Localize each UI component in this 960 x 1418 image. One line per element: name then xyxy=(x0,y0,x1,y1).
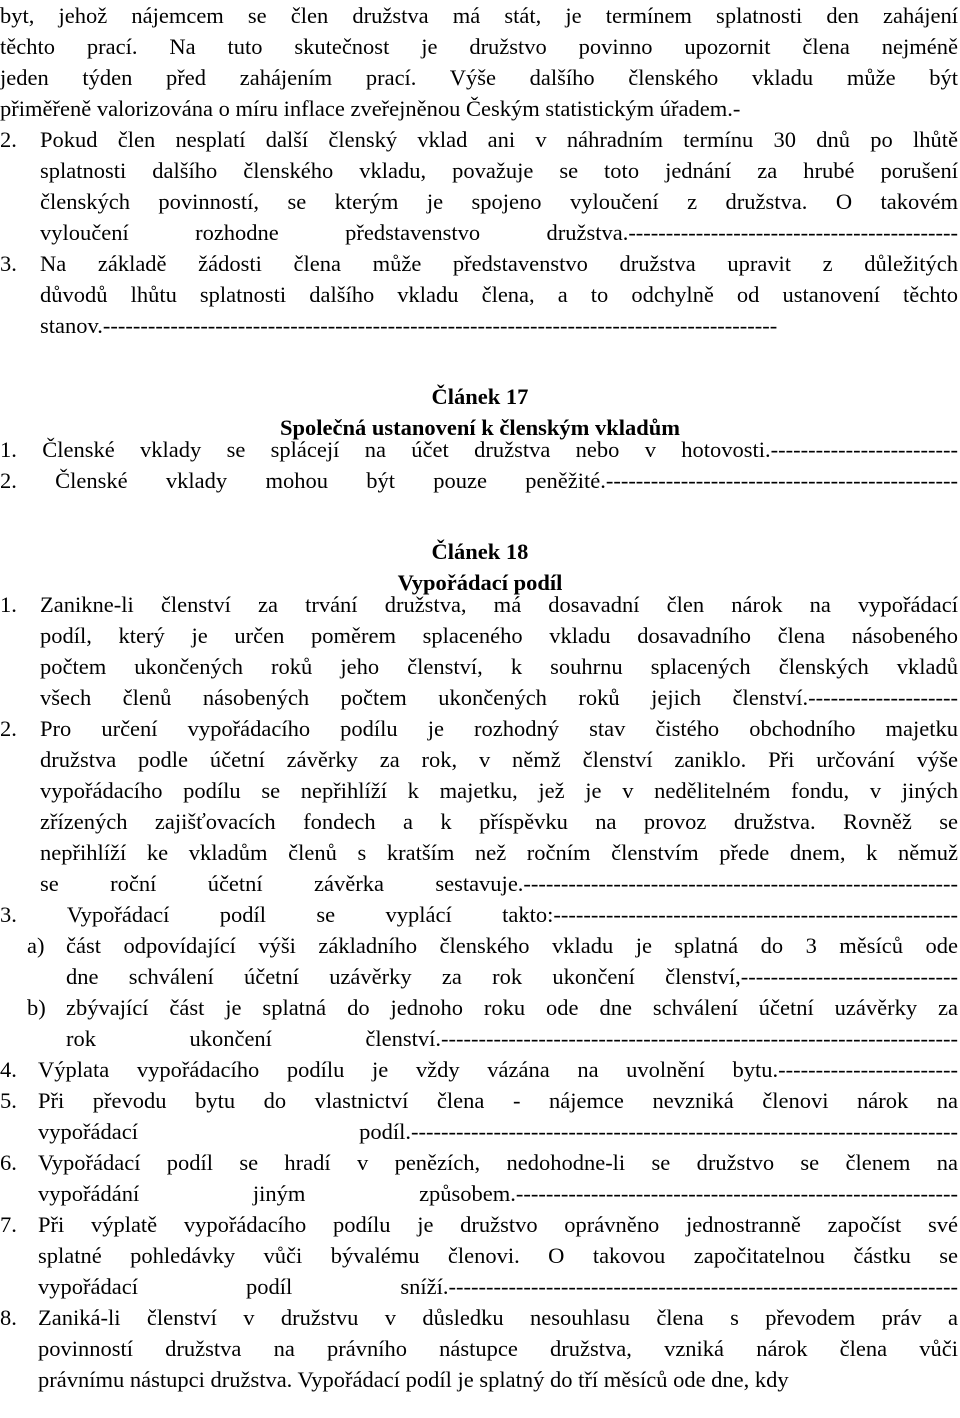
article-number: Článek 17 xyxy=(431,384,529,409)
text-line: zbývající část je splatná do jednoho roku ode dne schválení účetní uzávěrky za xyxy=(66,995,958,1020)
text-line: 2. Členské vklady mohou být pouze peněžité.----------------------------------------------- xyxy=(0,468,958,493)
text-line: jeden týden před zahájením prací. Výše dalšího členského vkladu může být xyxy=(0,65,958,90)
text-line: důvodů lhůtu splatnosti dalšího vkladu člena, a to odchylně od ustanovení těchto xyxy=(40,282,958,307)
text-line: členských povinností, se kterým je spojeno vyloučení z družstva. O takovém xyxy=(40,189,958,214)
text-line: rok ukončení členství.--------------------------------------------------------------------- xyxy=(66,1026,958,1051)
text-line: splatnosti dalšího členského vkladu, považuje se toto jednání za hrubé porušení xyxy=(40,158,958,183)
text-line: vypořádání jiným způsobem.----------------------------------------------------------- xyxy=(38,1181,958,1206)
text-line: byt, jehož nájemcem se člen družstva má stát, je termínem splatnosti den zahájení xyxy=(0,3,958,28)
text-line: se roční účetní závěrka sestavuje.---------------------------------------------------------- xyxy=(40,871,958,896)
item-number: 2. xyxy=(0,716,17,741)
text-line: družstva podle účetní závěrky za rok, v němž členství zaniklo. Při určování výše xyxy=(40,747,958,772)
text-line: část odpovídající výši základního členského vkladu je splatná do 3 měsíců ode xyxy=(66,933,958,958)
text-line: Vypořádací podíl se hradí v penězích, nedohodne-li se družstvo se členem na xyxy=(38,1150,958,1175)
text-line: 3. Vypořádací podíl se vyplácí takto:------------------------------------------------------ xyxy=(0,902,958,927)
item-number: 6. xyxy=(0,1150,17,1175)
text-line: Při výplatě vypořádacího podílu je družstvo oprávněno jednostranně započíst své xyxy=(38,1212,958,1237)
article-title: Společná ustanovení k členským vkladům xyxy=(279,415,681,440)
text-line: vypořádací podíl.------------------------------------------------------------------------- xyxy=(38,1119,958,1144)
text-line: Při převodu bytu do vlastnictví člena - nájemce nevzniká členovi nárok na xyxy=(38,1088,958,1113)
text-line: Zaniká-li členství v družstvu v důsledku nesouhlasu člena s převodem práv a xyxy=(38,1305,958,1330)
text-line: nepřihlíží ke vkladům členů s kratším než ročním členstvím přede dnem, k němuž xyxy=(40,840,958,865)
sub-item-letter: b) xyxy=(27,995,46,1020)
item-number: 3. xyxy=(0,251,17,276)
text-line: stanov.------------------------------------------------------------------------------------------ xyxy=(40,313,778,338)
text-line: 1. Členské vklady se splácejí na účet družstva nebo v hotovosti.------------------------- xyxy=(0,437,958,462)
text-line: Na základě žádosti člena může představenstvo družstva upravit z důležitých xyxy=(40,251,958,276)
text-line: dne schválení účetní uzávěrky za rok ukončení členství,----------------------------- xyxy=(66,964,958,989)
text-line: povinností družstva na právního nástupce družstva, vzniká nárok člena vůči xyxy=(38,1336,958,1361)
text-line: splatné pohledávky vůči bývalému členovi. O takovou započitatelnou částku se xyxy=(38,1243,958,1268)
sub-item-letter: a) xyxy=(27,933,45,958)
text-line: Pro určení vypořádacího podílu je rozhodný stav čistého obchodního majetku xyxy=(40,716,958,741)
text-line: všech členů násobených počtem ukončených roků jejich členství.-------------------- xyxy=(40,685,958,710)
text-line: Zanikne-li členství za trvání družstva, má dosavadní člen nárok na vypořádací xyxy=(40,592,958,617)
text-line: přiměřeně valorizována o míru inflace zveřejněnou Českým statistickým úřadem.- xyxy=(0,96,741,121)
text-line: Pokud člen nesplatí další členský vklad ani v náhradním termínu 30 dnů po lhůtě xyxy=(40,127,958,152)
text-line: těchto prací. Na tuto skutečnost je družstvo povinno upozornit člena nejméně xyxy=(0,34,958,59)
item-number: 1. xyxy=(0,592,17,617)
item-number: 5. xyxy=(0,1088,17,1113)
text-line: vyloučení rozhodne představenstvo družstva.-------------------------------------------- xyxy=(40,220,958,245)
item-number: 4. xyxy=(0,1057,17,1082)
item-number: 8. xyxy=(0,1305,17,1330)
text-line: Výplata vypořádacího podílu je vždy vázána na uvolnění bytu.------------------------ xyxy=(38,1057,958,1082)
text-line: vypořádacího podílu se nepřihlíží k majetku, jež je v nedělitelném fondu, v jiných xyxy=(40,778,958,803)
item-number: 2. xyxy=(0,127,17,152)
article-number: Článek 18 xyxy=(431,539,529,564)
text-line: podíl, který je určen poměrem splaceného vkladu dosavadního člena násobeného xyxy=(40,623,958,648)
text-line: zřízených zajišťovacích fondech a k příspěvku na provoz družstva. Rovněž se xyxy=(40,809,958,834)
article-title: Vypořádací podíl xyxy=(397,570,563,595)
text-line: vypořádací podíl sníží.-------------------------------------------------------------------- xyxy=(38,1274,958,1299)
text-line: počtem ukončených roků jeho členství, k souhrnu splacených členských vkladů xyxy=(40,654,958,679)
text-line: právnímu nástupci družstva. Vypořádací podíl je splatný do tří měsíců ode dne, kdy xyxy=(38,1367,789,1392)
item-number: 7. xyxy=(0,1212,17,1237)
